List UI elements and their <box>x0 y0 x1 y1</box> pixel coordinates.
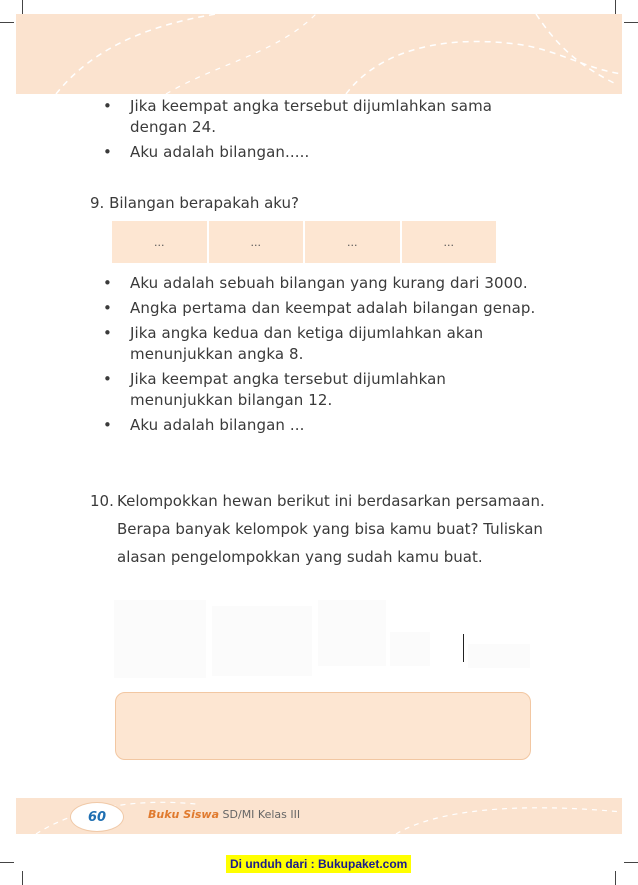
animal-image <box>212 606 312 676</box>
question10-number: 10. <box>90 492 114 510</box>
download-link[interactable]: Di unduh dari : Bukupaket.com <box>226 855 411 873</box>
crop-mark <box>0 22 14 23</box>
list-item: • Jika angka kedua dan ketiga dijumlahkan akan menunjukkan angka 8. <box>103 323 543 365</box>
crop-mark <box>22 871 23 885</box>
book-name: Buku Siswa <box>148 808 220 821</box>
digit-boxes <box>112 221 496 263</box>
animal-image <box>390 632 430 666</box>
header-decoration <box>16 14 622 94</box>
crop-mark <box>615 871 616 885</box>
digit-cell: ... <box>209 221 306 263</box>
digit-cell: ... <box>305 221 402 263</box>
animal-image <box>318 600 386 666</box>
list-item: • Angka pertama dan keempat adalah bilangan genap. <box>103 298 543 319</box>
book-title <box>148 808 300 821</box>
answer-box[interactable] <box>115 692 531 760</box>
question10-text: Kelompokkan hewan berikut ini berdasarkan persamaan. Berapa banyak kelompok yang bisa kamu buat? Tuliskan alasan pengelompokkan yang sudah kamu buat. <box>117 492 545 566</box>
question9-title: 9. Bilangan berapakah aku? <box>90 194 299 212</box>
list-item: • Aku adalah sebuah bilangan yang kurang dari 3000. <box>103 273 543 294</box>
crop-mark <box>0 862 14 863</box>
digit-cell: ... <box>112 221 209 263</box>
crop-mark <box>615 0 616 14</box>
animal-image <box>114 600 206 678</box>
digit-cell: ... <box>402 221 497 263</box>
dashed-curves <box>16 14 622 94</box>
crop-mark <box>624 22 638 23</box>
book-level: SD/MI Kelas III <box>222 808 301 821</box>
list-item: • Aku adalah bilangan..... <box>103 142 523 163</box>
list-item: • Aku adalah bilangan ... <box>103 415 543 436</box>
page-number: 60 <box>70 802 124 832</box>
question8-clues <box>103 96 523 167</box>
question9-clues <box>103 273 543 440</box>
crop-mark <box>22 0 23 14</box>
list-item: • Jika keempat angka tersebut dijumlahkan menunjukkan bilangan 12. <box>103 369 543 411</box>
animal-image <box>468 644 530 668</box>
question10 <box>90 487 550 571</box>
image-line <box>463 634 464 662</box>
crop-mark <box>624 862 638 863</box>
list-item: • Jika keempat angka tersebut dijumlahkan sama dengan 24. <box>103 96 523 138</box>
